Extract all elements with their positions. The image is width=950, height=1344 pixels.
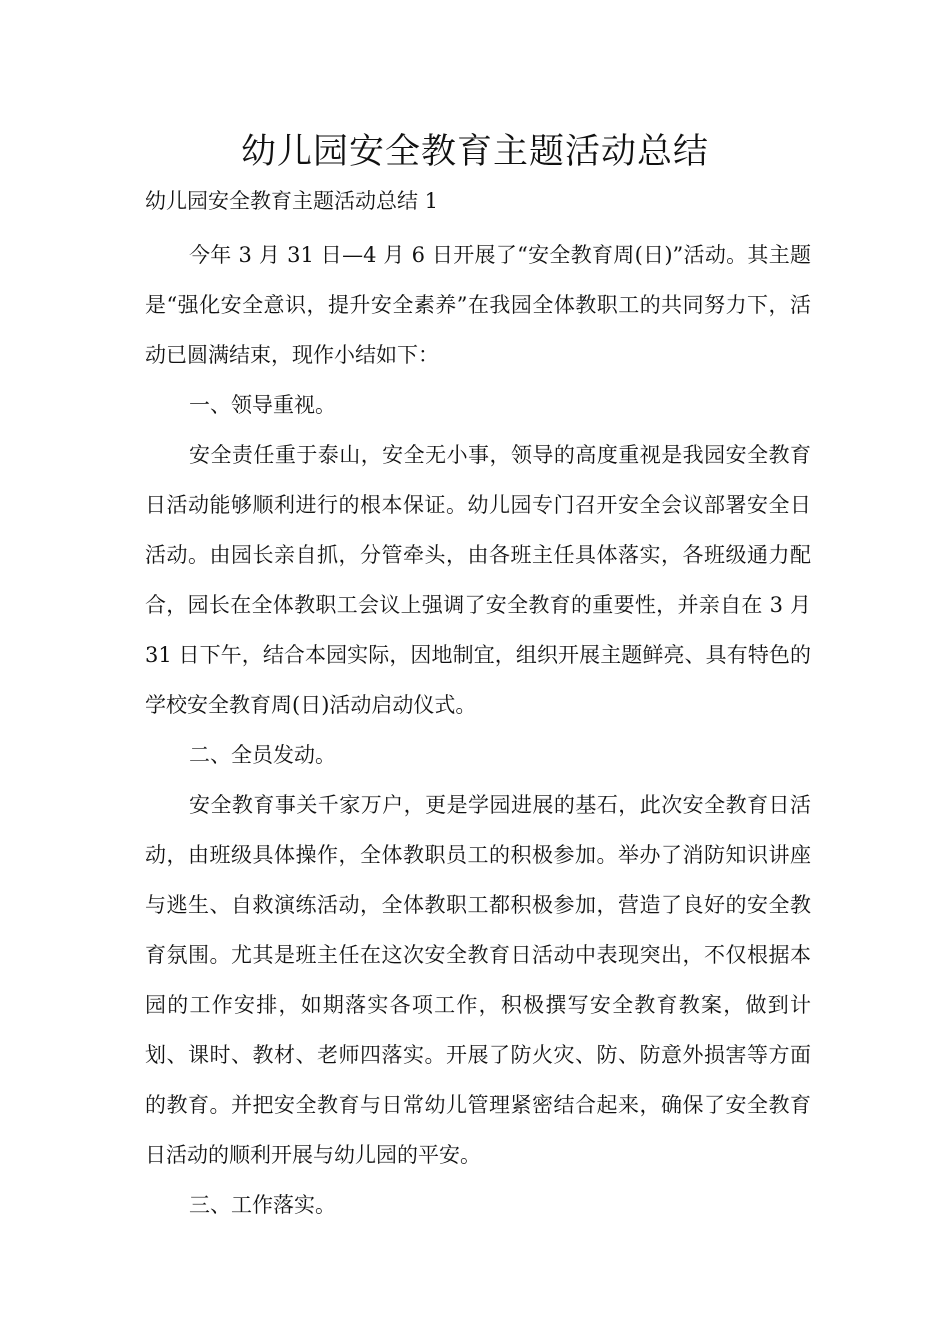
section-heading-1: 一、领导重视。: [189, 393, 336, 417]
document-body: [145, 230, 811, 1230]
section-paragraph-1: 安全责任重于泰山，安全无小事，领导的高度重视是我园安全教育日活动能够顺利进行的根本保证。幼儿园专门召开安全会议部署安全日活动。由园长亲自抓，分管牵头，由各班主任具体落实，各班级通力配合，园长在全体教职工会议上强调了安全教育的重要性，并亲自在 3 月 31 日下午，结合本园实际，因地制宜，组织开展主题鲜亮、具有特色的学校安全教育周(日)活动启动仪式。: [145, 443, 811, 717]
document-subtitle: 幼儿园安全教育主题活动总结 1: [145, 189, 439, 213]
section-heading-2: 二、全员发动。: [189, 743, 336, 767]
section-heading-3: 三、工作落实。: [189, 1193, 336, 1217]
section-paragraph-2: 安全教育事关千家万户，更是学园进展的基石，此次安全教育日活动，由班级具体操作，全体教职员工的积极参加。举办了消防知识讲座与逃生、自救演练活动，全体教职工都积极参加，营造了良好的安全教育氛围。尤其是班主任在这次安全教育日活动中表现突出，不仅根据本园的工作安排，如期落实各项工作，积极撰写安全教育教案，做到计划、课时、教材、老师四落实。开展了防火灾、防、防意外损害等方面的教育。并把安全教育与日常幼儿管理紧密结合起来，确保了安全教育日活动的顺利开展与幼儿园的平安。: [145, 793, 811, 1167]
intro-paragraph: 今年 3 月 31 日—4 月 6 日开展了“安全教育周(日)”活动。其主题是“强化安全意识，提升安全素养”在我园全体教职工的共同努力下，活动已圆满结束，现作小结如下：: [145, 243, 811, 367]
document-title: 幼儿园安全教育主题活动总结: [240, 132, 709, 172]
